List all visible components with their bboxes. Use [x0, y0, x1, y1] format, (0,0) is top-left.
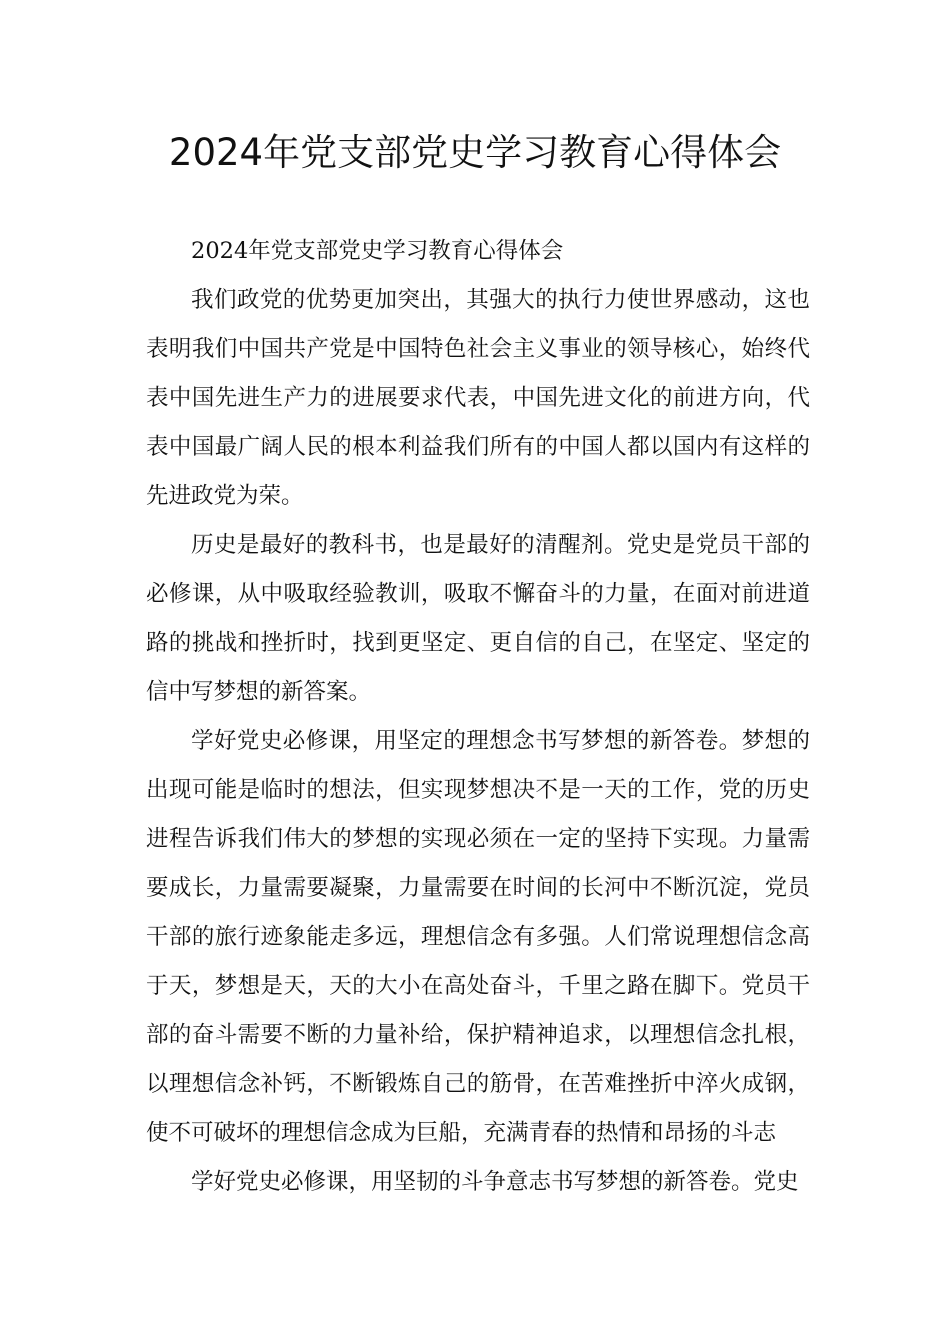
- paragraph-3: 学好党史必修课，用坚定的理想念书写梦想的新答卷。梦想的出现可能是临时的想法，但实现梦想决不是一天的工作，党的历史进程告诉我们伟大的梦想的实现必须在一定的坚持下实现。力量需要成长，力量需要凝聚，力量需要在时间的长河中不断沉淀，党员干部的旅行迹象能走多远，理想信念有多强。人们常说理想信念高于天，梦想是天，天的大小在高处奋斗，千里之路在脚下。党员干部的奋斗需要不断的力量补给，保护精神追求，以理想信念扎根，以理想信念补钙，不断锻炼自己的筋骨，在苦难挫折中淬火成钢，使不可破坏的理想信念成为巨船，充满青春的热情和昂扬的斗志: [146, 728, 810, 1146]
- paragraph-subtitle: 2024年党支部党史学习教育心得体会: [191, 238, 564, 264]
- paragraph-1: 我们政党的优势更加突出，其强大的执行力使世界感动，这也表明我们中国共产党是中国特色社会主义事业的领导核心，始终代表中国先进生产力的进展要求代表，中国先进文化的前进方向，代表中国最广阔人民的根本利益我们所有的中国人都以国内有这样的先进政党为荣。: [146, 287, 810, 509]
- document-title: 2024年党支部党史学习教育心得体会: [168, 131, 782, 174]
- paragraph-2: 历史是最好的教科书，也是最好的清醒剂。党史是党员干部的必修课，从中吸取经验教训，吸取不懈奋斗的力量，在面对前进道路的挑战和挫折时，找到更坚定、更自信的自己，在坚定、坚定的信中写梦想的新答案。: [146, 532, 810, 705]
- paragraph-4: 学好党史必修课，用坚韧的斗争意志书写梦想的新答卷。党史: [191, 1169, 799, 1195]
- document-body: [146, 227, 810, 1207]
